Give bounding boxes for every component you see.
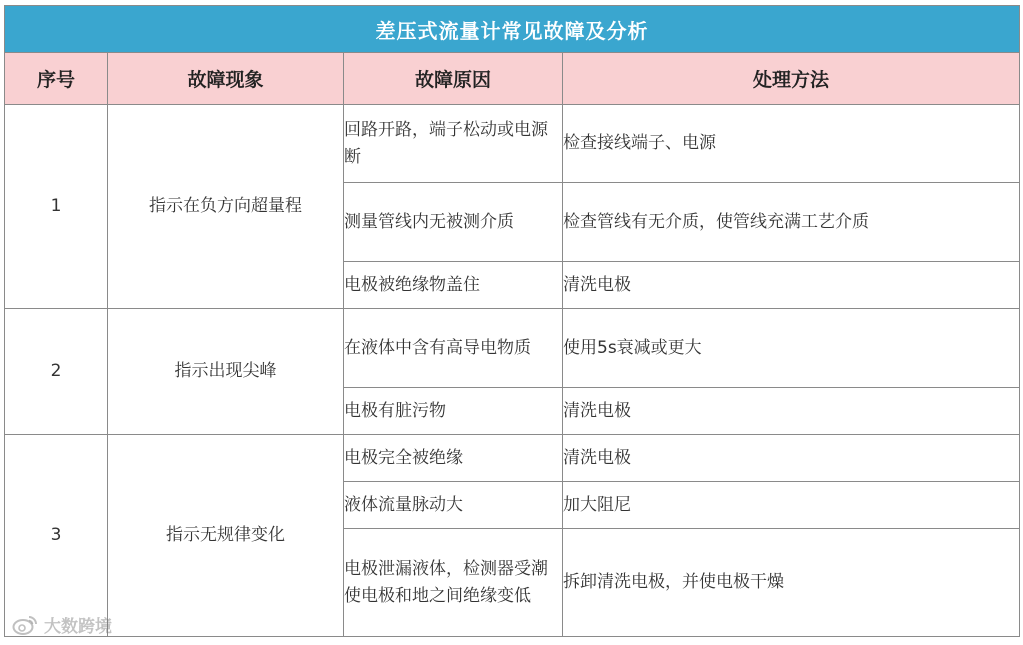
table-header-row <box>5 53 1020 105</box>
row-cause: 在液体中含有高导电物质 <box>344 309 563 388</box>
row-method: 清洗电极 <box>563 262 1020 309</box>
row-method: 检查接线端子、电源 <box>563 105 1020 183</box>
fault-analysis-table <box>4 5 1020 637</box>
row-symptom: 指示无规律变化 <box>108 435 344 637</box>
header-index: 序号 <box>5 53 108 105</box>
table-row <box>5 435 1020 482</box>
row-symptom: 指示在负方向超量程 <box>108 105 344 309</box>
row-method: 使用5s衰减或更大 <box>563 309 1020 388</box>
table-title-row <box>5 6 1020 53</box>
row-cause: 电极有脏污物 <box>344 388 563 435</box>
header-cause: 故障原因 <box>344 53 563 105</box>
header-symptom: 故障现象 <box>108 53 344 105</box>
row-cause: 电极完全被绝缘 <box>344 435 563 482</box>
row-symptom: 指示出现尖峰 <box>108 309 344 435</box>
row-index: 1 <box>5 105 108 309</box>
row-method: 加大阻尼 <box>563 482 1020 529</box>
watermark-text: 大数跨境 <box>44 617 112 637</box>
row-cause: 液体流量脉动大 <box>344 482 563 529</box>
row-cause: 测量管线内无被测介质 <box>344 183 563 262</box>
table-title: 差压式流量计常见故障及分析 <box>5 6 1020 53</box>
weibo-logo-icon <box>12 614 38 636</box>
row-cause: 电极被绝缘物盖住 <box>344 262 563 309</box>
row-cause: 电极泄漏液体，检测器受潮使电极和地之间绝缘变低 <box>344 529 563 637</box>
row-method: 清洗电极 <box>563 388 1020 435</box>
row-index: 3 <box>5 435 108 637</box>
row-index: 2 <box>5 309 108 435</box>
table-row <box>5 105 1020 183</box>
watermark <box>12 612 112 637</box>
table-row <box>5 309 1020 388</box>
header-method: 处理方法 <box>563 53 1020 105</box>
row-method: 拆卸清洗电极，并使电极干燥 <box>563 529 1020 637</box>
row-method: 检查管线有无介质，使管线充满工艺介质 <box>563 183 1020 262</box>
row-method: 清洗电极 <box>563 435 1020 482</box>
row-cause: 回路开路，端子松动或电源断 <box>344 105 563 183</box>
